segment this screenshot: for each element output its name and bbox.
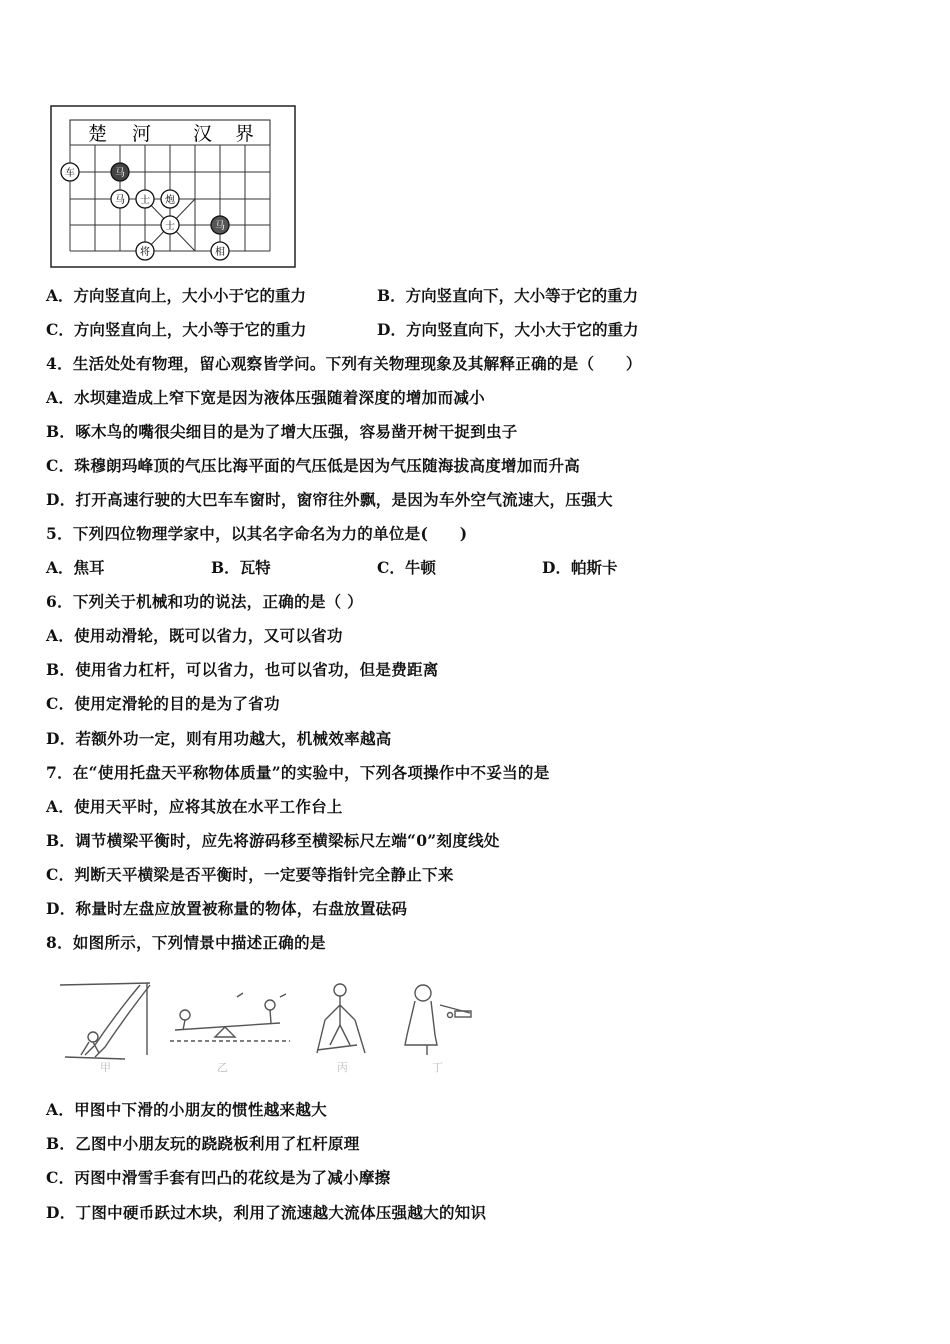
q4-option-c: C．珠穆朗玛峰顶的气压比海平面的气压低是因为气压随海拔高度增加而升高 [46,456,581,475]
svg-text:马: 马 [115,195,125,206]
q5-option-a: A．焦耳 [46,558,105,577]
q5-option-b: B．瓦特 [211,558,271,577]
chess-piece [211,242,229,260]
q6-option-b: B．使用省力杠杆，可以省力，也可以省功，但是费距离 [46,660,439,679]
scene-skier [317,984,365,1053]
q6-option-d: D．若额外功一定，则有用功越大，机械效率越高 [46,729,392,748]
q4-option-a: A．水坝建造成上窄下宽是因为液体压强随着深度的增加而减小 [46,388,485,407]
chess-piece [136,242,154,260]
q4-stem: 4．生活处处有物理，留心观察皆学问。下列有关物理现象及其解释正确的是（ ） [46,354,642,373]
q3-option-b: B．方向竖直向下，大小等于它的重力 [377,286,639,305]
chess-piece [136,190,154,208]
q3-option-a: A．方向竖直向上，大小小于它的重力 [46,286,307,305]
q8-scenes-figure [55,975,485,1075]
q5-option-c: C．牛顿 [377,558,436,577]
q5-stem: 5．下列四位物理学家中，以其名字命名为力的单位是( ) [46,524,468,543]
scene-caption: 丙 [337,1061,348,1074]
chess-piece [161,190,179,208]
q6-option-a: A．使用动滑轮，既可以省力，又可以省功 [46,626,343,645]
q8-option-c: C．丙图中滑雪手套有凹凸的花纹是为了减小摩擦 [46,1168,391,1187]
chess-piece [111,190,129,208]
q8-option-a: A．甲图中下滑的小朋友的惯性越来越大 [46,1100,327,1119]
q6-option-c: C．使用定滑轮的目的是为了省功 [46,694,280,713]
river-label: 河 [132,123,152,145]
chess-piece [111,163,129,181]
scene-caption: 乙 [217,1061,228,1074]
river-label: 汉 [193,123,213,145]
q7-option-d: D．称量时左盘应放置被称量的物体，右盘放置砝码 [46,899,408,918]
chess-piece [61,163,79,181]
river-label: 界 [235,123,255,145]
scene-slide [60,983,150,1059]
q3-option-d: D．方向竖直向下，大小大于它的重力 [377,320,639,339]
q7-option-a: A．使用天平时，应将其放在水平工作台上 [46,797,343,816]
chinese-chess-figure [50,105,296,268]
svg-text:马: 马 [115,168,125,179]
q8-stem: 8．如图所示，下列情景中描述正确的是 [46,933,326,952]
svg-text:士: 士 [140,195,150,206]
svg-text:马: 马 [215,221,225,232]
scene-caption: 甲 [100,1061,111,1074]
q7-stem: 7．在“使用托盘天平称物体质量”的实验中，下列各项操作中不妥当的是 [46,763,550,782]
q8-option-d: D．丁图中硬币跃过木块，利用了流速越大流体压强越大的知识 [46,1203,487,1222]
q6-stem: 6．下列关于机械和功的说法，正确的是（ ） [46,592,363,611]
chess-piece [161,216,179,234]
q8-option-b: B．乙图中小朋友玩的跷跷板利用了杠杆原理 [46,1134,360,1153]
svg-text:炮: 炮 [165,195,175,206]
svg-text:相: 相 [215,247,225,258]
river-label: 楚 [88,123,108,145]
q5-option-d: D．帕斯卡 [542,558,618,577]
q4-option-b: B．啄木鸟的嘴很尖细目的是为了增大压强，容易凿开树干捉到虫子 [46,422,518,441]
q4-option-d: D．打开高速行驶的大巴车车窗时，窗帘往外飘，是因为车外空气流速大，压强大 [46,490,613,509]
chess-piece [211,216,229,234]
q7-option-c: C．判断天平横梁是否平衡时，一定要等指针完全静止下来 [46,865,454,884]
svg-text:车: 车 [65,168,75,179]
scene-caption: 丁 [432,1061,443,1074]
q3-option-c: C．方向竖直向上，大小等于它的重力 [46,320,307,339]
svg-text:将: 将 [140,247,150,258]
scene-seesaw [170,993,290,1041]
q7-option-b: B．调节横梁平衡时，应先将游码移至横梁标尺左端“0”刻度线处 [46,831,500,850]
svg-text:士: 士 [165,221,175,232]
scene-coin [405,985,471,1055]
